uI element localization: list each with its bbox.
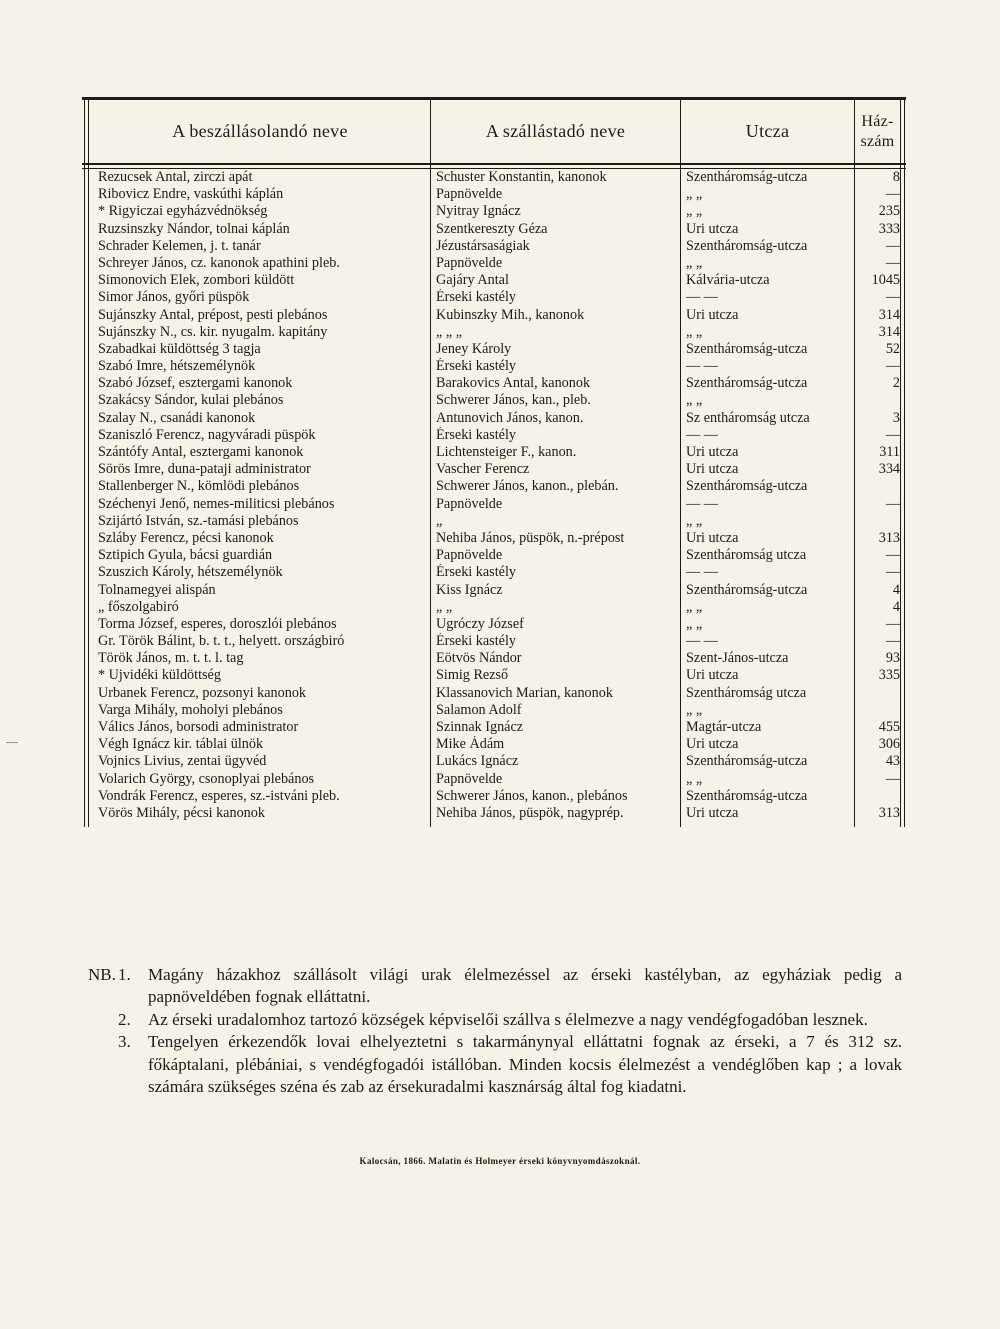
guest-name: Rezucsek Antal, zirczi apát bbox=[98, 169, 253, 185]
street-name: — — bbox=[686, 426, 718, 443]
table-row bbox=[82, 667, 906, 684]
table-row bbox=[82, 685, 906, 702]
house-number: 1045 bbox=[871, 272, 900, 289]
host-name: Mike Ádám bbox=[436, 736, 505, 753]
guest-name: Torma József, esperes, doroszlói plebános bbox=[98, 615, 337, 632]
street-name: Magtár-utcza bbox=[686, 719, 762, 735]
host-name: Szentkereszty Géza bbox=[436, 220, 548, 237]
header-house-number bbox=[855, 100, 900, 163]
note-number: 1. bbox=[118, 965, 131, 984]
table-row bbox=[82, 461, 906, 478]
notes-section bbox=[88, 964, 902, 1098]
house-number: 314 bbox=[878, 323, 900, 340]
host-name: Klassanovich Marian, kanonok bbox=[436, 684, 613, 701]
table-row bbox=[82, 392, 906, 409]
table-row bbox=[82, 736, 906, 753]
guest-name: Széchenyi Jenő, nemes-militicsi plebános bbox=[98, 495, 335, 512]
host-name: Lukács Ignácz bbox=[436, 753, 519, 770]
table-row bbox=[82, 805, 906, 822]
house-number: 43 bbox=[885, 753, 900, 770]
host-name: Kubinszky Mih., kanonok bbox=[436, 306, 585, 323]
guest-name: Gr. Török Bálint, b. t. t., helyett. országbiró bbox=[98, 633, 345, 650]
street-name: — — bbox=[686, 564, 718, 581]
host-name: Salamon Adolf bbox=[436, 701, 522, 718]
host-name: Schwerer János, kanon., plebán. bbox=[436, 478, 619, 495]
house-number: — bbox=[885, 633, 900, 650]
host-name: Barakovics Antal, kanonok bbox=[436, 375, 591, 392]
guest-name: Szabadkai küldöttség 3 tagja bbox=[98, 340, 261, 357]
guest-name: Volarich György, csonoplyai plebános bbox=[98, 770, 315, 787]
street-name: Uri utcza bbox=[686, 667, 739, 684]
host-name: Schwerer János, kanon., plebános bbox=[436, 787, 628, 804]
notes-marker: NB. bbox=[88, 965, 116, 984]
table-row bbox=[82, 186, 906, 203]
host-name: Ugróczy József bbox=[436, 615, 524, 632]
host-name: Érseki kastély bbox=[436, 426, 516, 443]
host-name: Érseki kastély bbox=[436, 289, 516, 306]
note-number: 3. bbox=[118, 1032, 131, 1052]
table-row bbox=[82, 341, 906, 358]
street-name: Szentháromság-utcza bbox=[686, 787, 808, 804]
street-name: „ „ bbox=[686, 323, 703, 340]
host-name: Schuster Konstantin, kanonok bbox=[436, 169, 607, 185]
house-number: — bbox=[885, 615, 900, 632]
host-name: Nyitray Ignácz bbox=[436, 203, 521, 220]
street-name: — — bbox=[686, 358, 718, 375]
house-number: 333 bbox=[878, 220, 900, 237]
note-text: Magány házakhoz szállásolt világi urak élelmezéssel az érseki kastélyban, az egyháziak pedig a papnöveldében fognak elláttatni. bbox=[148, 965, 902, 1007]
guest-name: Schrader Kelemen, j. t. tanár bbox=[98, 237, 261, 254]
table-row bbox=[82, 547, 906, 564]
note-text: Tengelyen érkezendők lovai elhelyeztetni s takarmánynyal elláttatni fognak az érseki, a 7 és 312 sz. főkáptalani, plébániai, s vendégfogadói istállóban. Minden kocsis élelmezést a vendéglőben kap ; a lovak számára szükséges széna és zab az érsekuradalmi kasznárság által fog kiadatni. bbox=[148, 1032, 902, 1097]
guest-name: Szijártó István, sz.-tamási plebános bbox=[98, 512, 299, 529]
table-row bbox=[82, 496, 906, 513]
table-row bbox=[82, 582, 906, 599]
house-number: 313 bbox=[878, 804, 900, 821]
house-number: 334 bbox=[878, 461, 900, 478]
host-name: Eötvös Nándor bbox=[436, 650, 522, 667]
house-number: 8 bbox=[892, 169, 900, 185]
header-rule bbox=[82, 163, 906, 165]
street-name: Uri utcza bbox=[686, 306, 739, 323]
header-guest: A beszállásolandó neve bbox=[172, 121, 348, 141]
street-name: Szentháromság-utcza bbox=[686, 237, 808, 254]
host-name: Jézustársaságiak bbox=[436, 237, 530, 254]
table-row bbox=[82, 719, 906, 736]
street-name: Sz entháromság utcza bbox=[686, 409, 810, 426]
host-name: „ „ bbox=[436, 598, 453, 615]
guest-name: Szántófy Antal, esztergami kanonok bbox=[98, 444, 304, 460]
host-name: Érseki kastély bbox=[436, 358, 516, 375]
house-number: — bbox=[885, 770, 900, 787]
note-number: 2. bbox=[118, 1009, 131, 1029]
host-name: Papnövelde bbox=[436, 254, 503, 271]
street-name: Szentháromság-utcza bbox=[686, 581, 808, 598]
host-name: Szinnak Ignácz bbox=[436, 719, 524, 735]
guest-name: * Rigyiczai egyházvédnökség bbox=[98, 203, 268, 220]
street-name: „ „ bbox=[686, 186, 703, 203]
guest-name: Vojnics Livius, zentai ügyvéd bbox=[98, 753, 267, 770]
host-name: Nehiba János, püspök, nagyprép. bbox=[436, 804, 624, 821]
host-name: Papnövelde bbox=[436, 770, 503, 787]
street-name: Uri utcza bbox=[686, 220, 739, 237]
header-host: A szállástadó neve bbox=[485, 121, 626, 141]
host-name: Lichtensteiger F., kanon. bbox=[436, 444, 577, 460]
guest-name: Sörös Imre, duna-pataji administrator bbox=[98, 461, 311, 478]
house-number: — bbox=[885, 289, 900, 306]
table-row bbox=[82, 616, 906, 633]
guest-name: Schreyer János, cz. kanonok apathini pleb. bbox=[98, 254, 340, 271]
guest-name: * Ujvidéki küldöttség bbox=[98, 667, 221, 684]
note-item bbox=[88, 964, 902, 1009]
street-name: Uri utcza bbox=[686, 529, 739, 546]
table-row bbox=[82, 238, 906, 255]
house-number: 4 bbox=[892, 581, 900, 598]
house-number: 314 bbox=[878, 306, 900, 323]
host-name: Érseki kastély bbox=[436, 564, 516, 581]
street-name: „ „ bbox=[686, 512, 703, 529]
guest-name: Tolnamegyei alispán bbox=[98, 581, 216, 598]
table-row bbox=[82, 358, 906, 375]
table-row bbox=[82, 427, 906, 444]
house-number: — bbox=[885, 186, 900, 203]
guest-name: Szakácsy Sándor, kulai plebános bbox=[98, 392, 284, 409]
table-row bbox=[82, 375, 906, 392]
street-name: „ „ bbox=[686, 598, 703, 615]
table-row bbox=[82, 530, 906, 547]
table-row bbox=[82, 324, 906, 341]
house-number: — bbox=[885, 564, 900, 581]
host-name: Schwerer János, kan., pleb. bbox=[436, 392, 591, 409]
house-number: 4 bbox=[892, 598, 900, 615]
street-name: Szentháromság-utcza bbox=[686, 169, 808, 185]
guest-name: Szaniszló Ferencz, nagyváradi püspök bbox=[98, 426, 316, 443]
street-name: Szentháromság-utcza bbox=[686, 753, 808, 770]
table-row bbox=[82, 289, 906, 306]
house-number: 306 bbox=[878, 736, 900, 753]
table-body bbox=[82, 169, 906, 822]
table-row bbox=[82, 771, 906, 788]
street-name: Uri utcza bbox=[686, 736, 739, 753]
street-name: Szentháromság-utcza bbox=[686, 478, 808, 495]
street-name: — — bbox=[686, 495, 718, 512]
street-name: — — bbox=[686, 633, 718, 650]
note-item bbox=[88, 1009, 902, 1031]
street-name: Szentháromság utcza bbox=[686, 547, 807, 564]
table-row bbox=[82, 169, 906, 186]
street-name: Uri utcza bbox=[686, 461, 739, 478]
guest-name: Válics János, borsodi administrator bbox=[98, 719, 299, 735]
host-name: Érseki kastély bbox=[436, 633, 516, 650]
guest-name: Végh Ignácz kir. táblai ülnök bbox=[98, 736, 264, 753]
host-name: Simig Rezső bbox=[436, 667, 509, 684]
host-name: Kiss Ignácz bbox=[436, 581, 503, 598]
host-name: Nehiba János, püspök, n.-prépost bbox=[436, 529, 625, 546]
house-number: — bbox=[885, 358, 900, 375]
street-name: „ „ bbox=[686, 254, 703, 271]
guest-name: Török János, m. t. t. l. tag bbox=[98, 650, 244, 667]
street-name: Szent-János-utcza bbox=[686, 650, 789, 667]
host-name: Papnövelde bbox=[436, 186, 503, 203]
table-row bbox=[82, 788, 906, 805]
table-row bbox=[82, 513, 906, 530]
street-name: „ „ bbox=[686, 615, 703, 632]
house-number: 235 bbox=[878, 203, 900, 220]
header-house-number-line2: szám bbox=[860, 132, 895, 150]
street-name: Szentháromság-utcza bbox=[686, 375, 808, 392]
guest-name: Vondrák Ferencz, esperes, sz.-istváni pleb. bbox=[98, 787, 340, 804]
street-name: Uri utcza bbox=[686, 444, 739, 460]
street-name: „ „ bbox=[686, 203, 703, 220]
table-row bbox=[82, 410, 906, 427]
table-row bbox=[82, 564, 906, 581]
street-name: Szentháromság-utcza bbox=[686, 340, 808, 357]
house-number: 2 bbox=[892, 375, 900, 392]
guest-name: Simonovich Elek, zombori küldött bbox=[98, 272, 295, 289]
header-house-number-line1: Ház- bbox=[861, 112, 894, 130]
host-name: „ „ „ bbox=[436, 323, 462, 340]
host-name: Jeney Károly bbox=[436, 340, 512, 357]
house-number: 52 bbox=[885, 340, 900, 357]
margin-mark: — bbox=[6, 734, 18, 748]
street-name: Szentháromság utcza bbox=[686, 684, 807, 701]
guest-name: Simor János, győri püspök bbox=[98, 289, 250, 306]
host-name: Antunovich János, kanon. bbox=[436, 409, 584, 426]
table-row bbox=[82, 444, 906, 461]
guest-name: Urbanek Ferencz, pozsonyi kanonok bbox=[98, 684, 307, 701]
street-name: „ „ bbox=[686, 701, 703, 718]
street-name: — — bbox=[686, 289, 718, 306]
table-row bbox=[82, 633, 906, 650]
guest-name: Stallenberger N., kömlödi plebános bbox=[98, 478, 300, 495]
guest-name: Sujánszky Antal, prépost, pesti plebános bbox=[98, 306, 328, 323]
street-name: „ „ bbox=[686, 392, 703, 409]
host-name: Vascher Ferencz bbox=[436, 461, 530, 478]
house-number: — bbox=[885, 426, 900, 443]
guest-name: „ főszolgabiró bbox=[98, 598, 179, 615]
guest-name: Ruzsinszky Nándor, tolnai káplán bbox=[98, 220, 290, 237]
table-row bbox=[82, 599, 906, 616]
guest-name: Varga Mihály, moholyi plebános bbox=[98, 701, 283, 718]
guest-name: Szalay N., csanádi kanonok bbox=[98, 409, 256, 426]
house-number: 335 bbox=[878, 667, 900, 684]
table-row bbox=[82, 255, 906, 272]
table-row bbox=[82, 272, 906, 289]
host-name: „ bbox=[436, 512, 443, 529]
street-name: Uri utcza bbox=[686, 804, 739, 821]
table-row bbox=[82, 478, 906, 495]
house-number: — bbox=[885, 547, 900, 564]
house-number: 313 bbox=[878, 529, 900, 546]
lodging-table bbox=[82, 97, 906, 827]
table-row bbox=[82, 650, 906, 667]
guest-name: Sztipich Gyula, bácsi guardián bbox=[98, 547, 273, 564]
table-row bbox=[82, 203, 906, 220]
table-row bbox=[82, 702, 906, 719]
host-name: Papnövelde bbox=[436, 495, 503, 512]
house-number: — bbox=[885, 237, 900, 254]
guest-name: Szabó József, esztergami kanonok bbox=[98, 375, 293, 392]
guest-name: Vörös Mihály, pécsi kanonok bbox=[98, 804, 265, 821]
guest-name: Szabó Imre, hétszemélynök bbox=[98, 358, 256, 375]
house-number: 311 bbox=[879, 444, 900, 460]
house-number: 93 bbox=[885, 650, 900, 667]
street-name: „ „ bbox=[686, 770, 703, 787]
note-item bbox=[88, 1031, 902, 1098]
guest-name: Sujánszky N., cs. kir. nyugalm. kapitány bbox=[98, 323, 328, 340]
header-street: Utcza bbox=[745, 121, 790, 141]
house-number: — bbox=[885, 254, 900, 271]
host-name: Gajáry Antal bbox=[436, 272, 509, 289]
guest-name: Ribovicz Endre, vaskúthi káplán bbox=[98, 186, 284, 203]
table-row bbox=[82, 307, 906, 324]
guest-name: Szláby Ferencz, pécsi kanonok bbox=[98, 529, 274, 546]
note-text: Az érseki uradalomhoz tartozó községek képviselői szállva s élelmezve a nagy vendégfogadóban lesznek. bbox=[148, 1009, 868, 1029]
house-number: 3 bbox=[892, 409, 900, 426]
house-number: — bbox=[885, 495, 900, 512]
host-name: Papnövelde bbox=[436, 547, 503, 564]
printer-imprint: Kalocsán, 1866. Malatin és Holmeyer érseki könyvnyomdászoknál. bbox=[359, 1156, 641, 1166]
table-row bbox=[82, 221, 906, 238]
guest-name: Szuszich Károly, hétszemélynök bbox=[98, 564, 283, 581]
table-row bbox=[82, 753, 906, 770]
house-number: 455 bbox=[878, 719, 900, 735]
street-name: Kálvária-utcza bbox=[686, 272, 770, 289]
